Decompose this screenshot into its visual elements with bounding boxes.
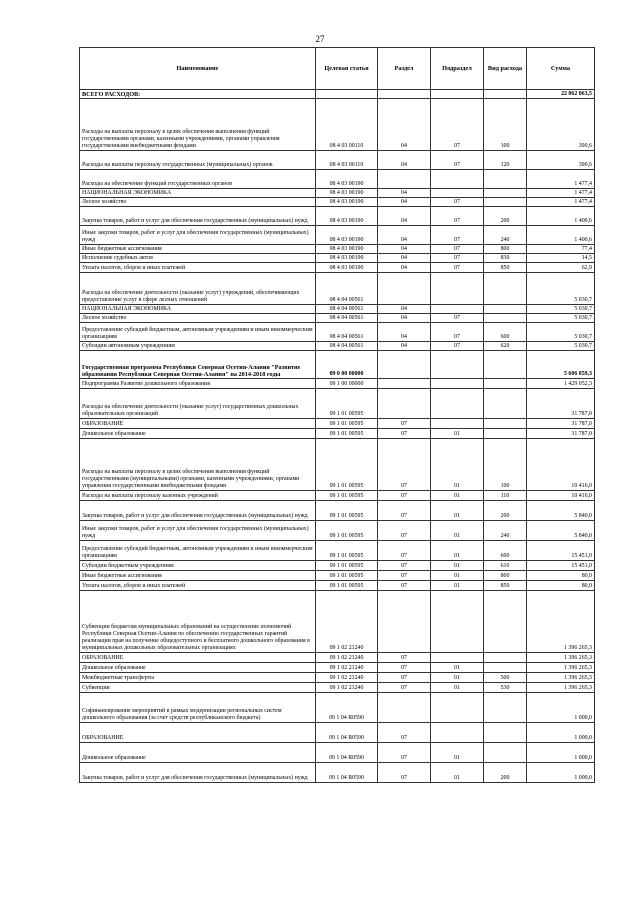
row-article: 09 1 01 00595	[316, 521, 378, 541]
row-article: 08 4 04 00561	[316, 342, 378, 351]
row-sum: 1 000,0	[527, 763, 595, 783]
row-subsection: 01	[431, 763, 484, 783]
row-sum: 10 416,0	[527, 439, 595, 491]
row-article: 08 4 03 00190	[316, 254, 378, 263]
table-row	[80, 254, 595, 263]
row-article: 09 1 02 21240	[316, 673, 378, 683]
row-name: Расходы на обеспечение функций государственных органов	[80, 170, 316, 189]
row-name: Уплата налогов, сборов и иных платежей	[80, 581, 316, 591]
row-name: Уплата налогов, сборов и иных платежей	[80, 263, 316, 273]
row-section: 07	[378, 763, 431, 783]
row-sum: 5 030,7	[527, 273, 595, 305]
table-row	[80, 379, 595, 389]
row-subsection	[431, 189, 484, 198]
row-article: 09 1 01 00595	[316, 541, 378, 561]
row-sum: 1 000,0	[527, 723, 595, 743]
row-section: 07	[378, 663, 431, 673]
row-name: Расходы на выплаты персоналу государственных (муниципальных) органов	[80, 151, 316, 170]
row-name: Закупка товаров, работ и услуг для обеспечения государственных (муниципальных) нужд	[80, 763, 316, 783]
row-section: 04	[378, 226, 431, 245]
table-row	[80, 151, 595, 170]
row-name: Расходы на обеспечение деятельности (оказание услуг) государственных дошкольных образовательных организаций	[80, 389, 316, 419]
table-row	[80, 581, 595, 591]
table-row	[80, 351, 595, 379]
table-row	[80, 521, 595, 541]
row-name: Субвенции	[80, 683, 316, 693]
table-row	[80, 90, 595, 99]
row-article: 08 4 04 00561	[316, 305, 378, 314]
row-sum: 31 787,0	[527, 389, 595, 419]
row-article: 09 1 04 R0590	[316, 693, 378, 723]
row-name: Расходы на выплаты персоналу в целях обеспечения выполнения функций государственными (муниципальными) органами, казенными учреждениями, органами управления государственными внебюджетными фондами	[80, 439, 316, 491]
row-sum: 1 000,0	[527, 693, 595, 723]
row-kind: 120	[484, 151, 527, 170]
row-subsection	[431, 591, 484, 653]
row-kind	[484, 305, 527, 314]
row-kind: 620	[484, 342, 527, 351]
row-article: 08 4 03 00190	[316, 226, 378, 245]
row-section: 07	[378, 429, 431, 439]
row-article: 09 1 01 00595	[316, 429, 378, 439]
row-kind: 600	[484, 541, 527, 561]
row-name: Софинансирование мероприятий в рамках модернизации региональных систем дошкольного образования (за счет средств республиканского бюджета)	[80, 693, 316, 723]
row-sum: 14,5	[527, 254, 595, 263]
row-article: 09 1 02 21240	[316, 591, 378, 653]
row-article: 09 1 02 21240	[316, 653, 378, 663]
row-name: Государственная программа Республики Северная Осетия-Алания "Развитие образования Республики Северная Осетия-Алания" на 2014-2018 годы	[80, 351, 316, 379]
header-section: Раздел	[378, 48, 431, 90]
table-row	[80, 198, 595, 207]
row-subsection	[431, 379, 484, 389]
row-section: 07	[378, 491, 431, 501]
row-article: 08 4 03 00190	[316, 189, 378, 198]
row-name: ВСЕГО РАСХОДОВ:	[80, 90, 316, 99]
row-section: 07	[378, 561, 431, 571]
expenditure-table	[79, 47, 595, 783]
row-sum: 15 451,0	[527, 561, 595, 571]
table-row	[80, 245, 595, 254]
row-sum: 1 400,6	[527, 207, 595, 226]
row-section: 07	[378, 501, 431, 521]
row-sum: 77,4	[527, 245, 595, 254]
row-section	[378, 693, 431, 723]
row-kind	[484, 351, 527, 379]
row-section: 07	[378, 723, 431, 743]
row-subsection: 07	[431, 151, 484, 170]
table-row	[80, 743, 595, 763]
row-article: 09 1 01 00595	[316, 419, 378, 429]
row-kind: 610	[484, 561, 527, 571]
header-sum: Сумма	[527, 48, 595, 90]
row-article: 08 4 03 00190	[316, 245, 378, 254]
table-row	[80, 189, 595, 198]
row-section: 04	[378, 305, 431, 314]
row-article: 09 1 01 00595	[316, 581, 378, 591]
row-kind: 800	[484, 245, 527, 254]
row-subsection	[431, 389, 484, 419]
row-kind: 240	[484, 226, 527, 245]
row-name: Расходы на выплаты персоналу в целях обеспечения выполнения функций государственными органами, казенными учреждениями, органами управления государственными внебюджетными фондами	[80, 99, 316, 151]
row-kind	[484, 198, 527, 207]
row-sum: 5 840,0	[527, 521, 595, 541]
row-section: 07	[378, 653, 431, 663]
row-article: 08 4 03 00110	[316, 99, 378, 151]
row-section: 04	[378, 263, 431, 273]
row-kind	[484, 663, 527, 673]
row-kind: 600	[484, 323, 527, 342]
row-name: Предоставление субсидий бюджетным, автономным учреждениям и иным некоммерческим организациям	[80, 541, 316, 561]
table-row	[80, 207, 595, 226]
table-row	[80, 501, 595, 521]
row-sum: 5 030,7	[527, 305, 595, 314]
header-subsection: Подраздел	[431, 48, 484, 90]
row-article: 08 4 03 00190	[316, 207, 378, 226]
table-row	[80, 541, 595, 561]
row-sum: 390,6	[527, 99, 595, 151]
row-article: 09 1 04 R0590	[316, 743, 378, 763]
row-sum: 15 451,0	[527, 541, 595, 561]
row-article: 08 4 03 00190	[316, 263, 378, 273]
table-row	[80, 491, 595, 501]
row-name: Расходы на выплаты персоналу казенных учреждений	[80, 491, 316, 501]
row-subsection: 07	[431, 314, 484, 323]
row-name: Дошкольное образование	[80, 429, 316, 439]
row-section: 07	[378, 581, 431, 591]
row-section	[378, 90, 431, 99]
row-subsection: 07	[431, 226, 484, 245]
row-subsection: 07	[431, 323, 484, 342]
row-name: НАЦИОНАЛЬНАЯ ЭКОНОМИКА	[80, 189, 316, 198]
row-name: Закупка товаров, работ и услуг для обеспечения государственных (муниципальных) нужд	[80, 207, 316, 226]
row-article: 09 1 02 21240	[316, 663, 378, 673]
row-name: ОБРАЗОВАНИЕ	[80, 419, 316, 429]
row-sum: 1 429 052,3	[527, 379, 595, 389]
row-section	[378, 379, 431, 389]
table-row	[80, 429, 595, 439]
row-subsection: 07	[431, 245, 484, 254]
row-section: 04	[378, 207, 431, 226]
row-kind	[484, 273, 527, 305]
header-article: Целевая статья	[316, 48, 378, 90]
row-article: 08 4 03 00110	[316, 151, 378, 170]
row-article: 09 1 01 00595	[316, 439, 378, 491]
row-sum: 1 396 265,3	[527, 591, 595, 653]
row-subsection: 07	[431, 254, 484, 263]
row-subsection: 07	[431, 342, 484, 351]
row-kind	[484, 693, 527, 723]
row-subsection	[431, 170, 484, 189]
row-section: 07	[378, 571, 431, 581]
row-article: 09 1 04 R0590	[316, 763, 378, 783]
table-row	[80, 693, 595, 723]
row-kind: 530	[484, 683, 527, 693]
row-subsection: 01	[431, 743, 484, 763]
row-section: 07	[378, 683, 431, 693]
row-article: 08 4 03 00190	[316, 170, 378, 189]
row-subsection	[431, 90, 484, 99]
row-subsection: 01	[431, 581, 484, 591]
row-sum: 1 396 265,3	[527, 683, 595, 693]
row-subsection	[431, 723, 484, 743]
table-row	[80, 683, 595, 693]
row-article: 09 1 02 21240	[316, 683, 378, 693]
row-name: Закупка товаров, работ и услуг для обеспечения государственных (муниципальных) нужд	[80, 501, 316, 521]
table-row	[80, 419, 595, 429]
row-name: Иные закупки товаров, работ и услуг для обеспечения государственных (муниципальных) нужд	[80, 521, 316, 541]
row-name: Дошкольное образование	[80, 663, 316, 673]
row-subsection: 01	[431, 491, 484, 501]
row-sum: 80,0	[527, 581, 595, 591]
row-subsection	[431, 693, 484, 723]
row-sum: 1 396 265,3	[527, 653, 595, 663]
row-subsection: 01	[431, 663, 484, 673]
row-section: 04	[378, 314, 431, 323]
row-section	[378, 273, 431, 305]
table-row	[80, 571, 595, 581]
row-sum: 31 787,0	[527, 419, 595, 429]
table-row	[80, 591, 595, 653]
row-section: 04	[378, 189, 431, 198]
row-name: ОБРАЗОВАНИЕ	[80, 723, 316, 743]
row-name: Субсидии автономным учреждениям	[80, 342, 316, 351]
row-section: 04	[378, 254, 431, 263]
row-subsection	[431, 351, 484, 379]
row-section	[378, 591, 431, 653]
header-kind: Вид расхода	[484, 48, 527, 90]
row-kind: 100	[484, 99, 527, 151]
table-row	[80, 673, 595, 683]
row-kind: 500	[484, 673, 527, 683]
row-name: Предоставление субсидий бюджетным, автономным учреждениям и иным некоммерческим организациям	[80, 323, 316, 342]
row-section: 04	[378, 323, 431, 342]
table-row	[80, 323, 595, 342]
row-article: 08 4 04 00561	[316, 314, 378, 323]
row-name: Иные бюджетные ассигнования	[80, 245, 316, 254]
table-row	[80, 273, 595, 305]
row-sum: 1 477,4	[527, 170, 595, 189]
row-sum: 1 000,0	[527, 743, 595, 763]
row-section: 04	[378, 342, 431, 351]
row-section	[378, 351, 431, 379]
table-row	[80, 263, 595, 273]
row-sum: 1 396 265,3	[527, 663, 595, 673]
table-row	[80, 170, 595, 189]
row-name: Исполнение судебных актов	[80, 254, 316, 263]
row-kind: 850	[484, 581, 527, 591]
row-section: 04	[378, 99, 431, 151]
row-section: 07	[378, 673, 431, 683]
row-section: 07	[378, 521, 431, 541]
row-subsection: 01	[431, 439, 484, 491]
row-sum: 5 840,0	[527, 501, 595, 521]
row-name: Иные закупки товаров, работ и услуг для обеспечения государственных (муниципальных) нужд	[80, 226, 316, 245]
row-subsection: 01	[431, 683, 484, 693]
row-name: Дошкольное образование	[80, 743, 316, 763]
row-sum: 390,6	[527, 151, 595, 170]
table-row	[80, 663, 595, 673]
row-kind: 830	[484, 254, 527, 263]
row-sum: 22 062 063,5	[527, 90, 595, 99]
row-article: 09 1 01 00595	[316, 561, 378, 571]
row-kind	[484, 189, 527, 198]
row-kind: 200	[484, 207, 527, 226]
row-sum: 1 477,4	[527, 189, 595, 198]
table-row	[80, 763, 595, 783]
table-row	[80, 723, 595, 743]
row-subsection: 07	[431, 99, 484, 151]
row-kind	[484, 170, 527, 189]
row-kind	[484, 379, 527, 389]
row-article: 08 4 03 00190	[316, 198, 378, 207]
row-article: 09 1 01 00595	[316, 571, 378, 581]
row-subsection: 07	[431, 263, 484, 273]
row-kind	[484, 653, 527, 663]
row-kind	[484, 723, 527, 743]
row-article: 08 4 04 00561	[316, 273, 378, 305]
row-subsection: 01	[431, 541, 484, 561]
row-name: Межбюджетные трансферты	[80, 673, 316, 683]
row-sum: 1 477,4	[527, 198, 595, 207]
row-kind	[484, 743, 527, 763]
header-name: Наименование	[80, 48, 316, 90]
table-row	[80, 226, 595, 245]
row-subsection: 07	[431, 207, 484, 226]
row-article: 09 1 00 00000	[316, 379, 378, 389]
row-sum: 5 030,7	[527, 314, 595, 323]
row-article: 09 1 01 00595	[316, 491, 378, 501]
row-sum: 5 030,7	[527, 323, 595, 342]
row-subsection: 01	[431, 673, 484, 683]
table-row	[80, 99, 595, 151]
row-kind	[484, 314, 527, 323]
row-article: 08 4 04 00561	[316, 323, 378, 342]
row-kind: 240	[484, 521, 527, 541]
row-name: Расходы на обеспечение деятельности (оказание услуг) учреждений, обеспечивающих предоставление услуг в сфере лесных отношений	[80, 273, 316, 305]
row-subsection: 01	[431, 571, 484, 581]
row-sum: 80,0	[527, 571, 595, 581]
row-article: 09 0 00 00000	[316, 351, 378, 379]
row-section: 04	[378, 245, 431, 254]
row-sum: 10 416,0	[527, 491, 595, 501]
row-kind: 850	[484, 263, 527, 273]
row-subsection: 01	[431, 561, 484, 571]
row-sum: 1 396 265,3	[527, 673, 595, 683]
table-row	[80, 653, 595, 663]
table-header-row	[80, 48, 595, 90]
row-kind	[484, 90, 527, 99]
table-row	[80, 389, 595, 419]
row-article: 09 1 01 00595	[316, 501, 378, 521]
row-article: 09 1 04 R0590	[316, 723, 378, 743]
row-kind	[484, 419, 527, 429]
table-row	[80, 561, 595, 571]
row-article	[316, 90, 378, 99]
row-kind: 200	[484, 501, 527, 521]
row-section: 07	[378, 743, 431, 763]
row-subsection: 01	[431, 501, 484, 521]
table-row	[80, 342, 595, 351]
row-section: 04	[378, 198, 431, 207]
row-subsection: 07	[431, 198, 484, 207]
table-row	[80, 305, 595, 314]
table-row	[80, 439, 595, 491]
row-subsection	[431, 305, 484, 314]
row-sum: 5 030,7	[527, 342, 595, 351]
row-subsection	[431, 273, 484, 305]
row-kind	[484, 429, 527, 439]
row-subsection: 01	[431, 429, 484, 439]
row-section: 07	[378, 419, 431, 429]
row-sum: 62,9	[527, 263, 595, 273]
row-name: ОБРАЗОВАНИЕ	[80, 653, 316, 663]
row-sum: 5 606 859,3	[527, 351, 595, 379]
row-name: Лесное хозяйство	[80, 198, 316, 207]
row-section: 07	[378, 541, 431, 561]
row-section: 07	[378, 439, 431, 491]
row-sum: 1 400,6	[527, 226, 595, 245]
row-name: Субсидии бюджетным учреждениям	[80, 561, 316, 571]
row-name: Иные бюджетные ассигнования	[80, 571, 316, 581]
row-kind: 200	[484, 763, 527, 783]
row-name: НАЦИОНАЛЬНАЯ ЭКОНОМИКА	[80, 305, 316, 314]
row-section	[378, 389, 431, 419]
row-section: 04	[378, 151, 431, 170]
row-kind	[484, 591, 527, 653]
row-section	[378, 170, 431, 189]
row-name: Субвенции бюджетам муниципальных образований на осуществление полномочий Республики Северная Осетия-Алания по обеспечению государственных гарантий реализации прав на получение общедоступного и бесплатного дошкольного образования в муниципальных дошкольных образовательных организациях	[80, 591, 316, 653]
row-kind: 100	[484, 439, 527, 491]
row-article: 09 1 01 00595	[316, 389, 378, 419]
table-row	[80, 314, 595, 323]
row-kind: 800	[484, 571, 527, 581]
row-subsection	[431, 653, 484, 663]
row-name: Лесное хозяйство	[80, 314, 316, 323]
row-subsection	[431, 419, 484, 429]
page-number: 27	[315, 34, 325, 44]
row-sum: 31 787,0	[527, 429, 595, 439]
row-kind	[484, 389, 527, 419]
row-name: Подпрограмма Развитие дошкольного образования	[80, 379, 316, 389]
row-subsection: 01	[431, 521, 484, 541]
row-kind: 110	[484, 491, 527, 501]
